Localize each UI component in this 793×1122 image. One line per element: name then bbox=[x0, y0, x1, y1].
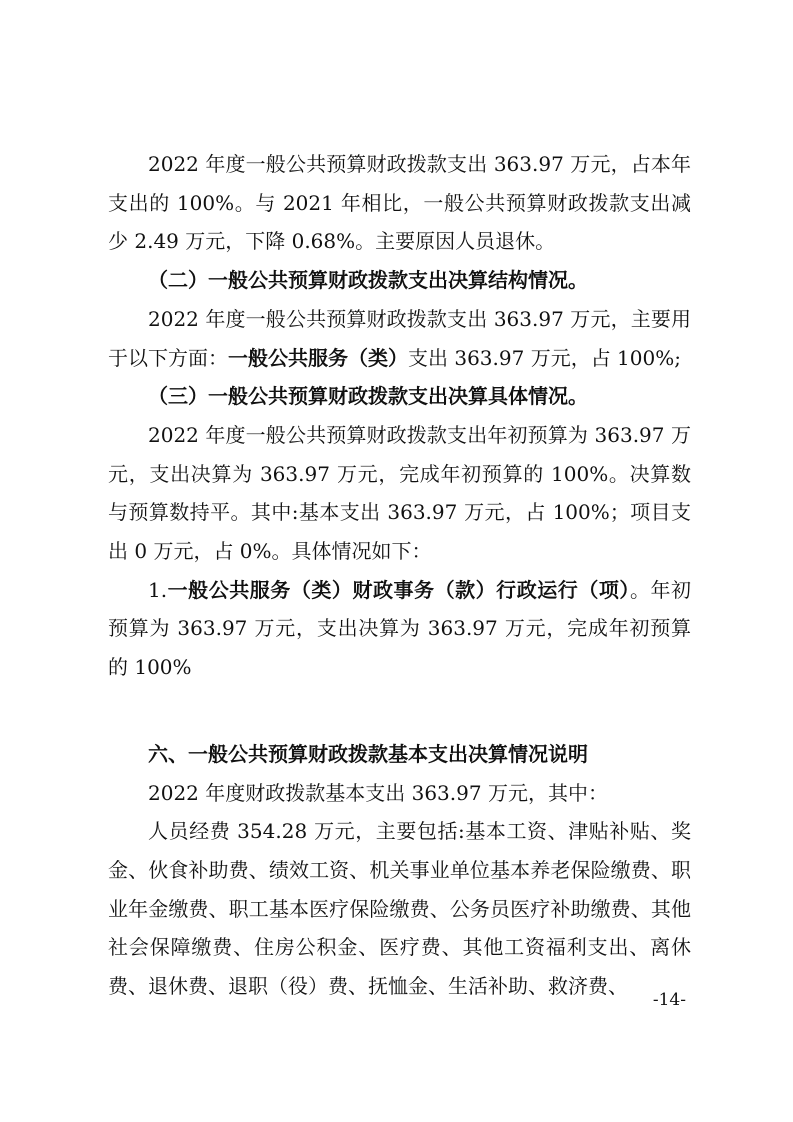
paragraph-expenditure-summary: 2022 年度一般公共预算财政拨款支出 363.97 万元，占本年支出的 100%。与 2021 年相比，一般公共预算财政拨款支出减少 2.49 万元，下降 0.68%。主要原因人员退休。 bbox=[108, 152, 691, 254]
paragraph-details: 2022 年度一般公共预算财政拨款支出年初预算为 363.97 万元，支出决算为 363.97 万元，完成年初预算的 100%。决算数与预算数持平。其中:基本支出 363.97 万元，占 100%；项目支出 0 万元，占 0%。具体情况如下： bbox=[108, 422, 691, 564]
paragraph-structure bbox=[108, 300, 691, 377]
section-gap bbox=[108, 687, 691, 735]
structure-text-pre: 2022 年度一般公共预算财政拨款支出 363.97 万元，主要用于以下方面： bbox=[108, 306, 691, 370]
paragraph-item-1 bbox=[108, 571, 691, 687]
heading-section-six: 六、一般公共预算财政拨款基本支出决算情况说明 bbox=[148, 741, 588, 766]
heading-structure: （二）一般公共预算财政拨款支出决算结构情况。 bbox=[148, 268, 588, 293]
heading-details: （三）一般公共预算财政拨款支出决算具体情况。 bbox=[148, 384, 588, 409]
document-body bbox=[108, 145, 691, 1006]
item-text: 。年初预算为 363.97 万元，支出决算为 363.97 万元，完成年初预算的 100% bbox=[108, 577, 692, 680]
item-number: 1. bbox=[148, 577, 168, 602]
item-title-bold: 一般公共服务（类）财政事务（款）行政运行（项） bbox=[167, 577, 630, 602]
structure-category-bold: 一般公共服务（类） bbox=[228, 345, 408, 370]
page-number: -14- bbox=[652, 990, 686, 1010]
paragraph-personnel-costs: 人员经费 354.28 万元，主要包括:基本工资、津贴补贴、奖金、伙食补助费、绩效工资、机关事业单位基本养老保险缴费、职业年金缴费、职工基本医疗保险缴费、公务员医疗补助缴费、其他社会保障缴费、住房公积金、医疗费、其他工资福利支出、离休费、退休费、退职（役）费、抚恤金、生活补助、救济费、 bbox=[108, 819, 691, 999]
paragraph-basic-expenditure: 2022 年度财政拨款基本支出 363.97 万元，其中： bbox=[148, 780, 608, 805]
structure-text-post: 支出 363.97 万元，占 100%; bbox=[408, 345, 681, 370]
